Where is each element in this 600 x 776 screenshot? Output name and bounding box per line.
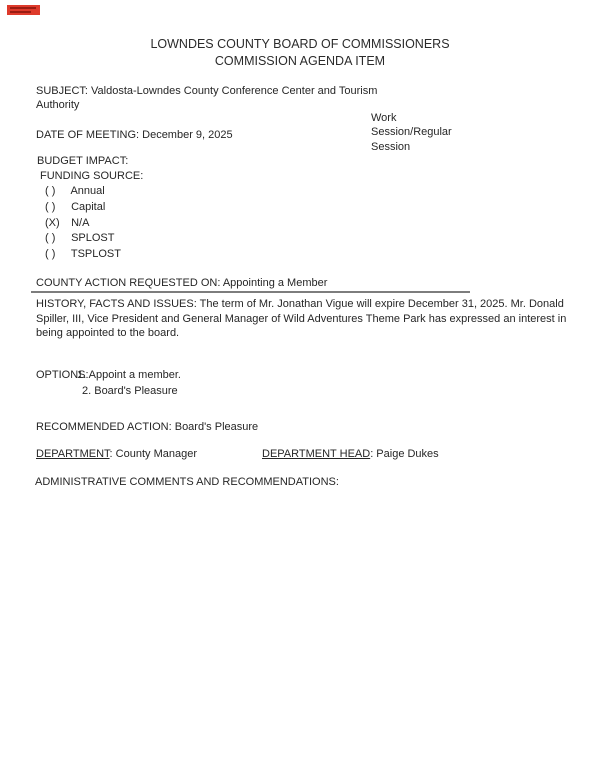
funding-option-label: Annual <box>70 185 105 197</box>
checkbox-mark-checked: (X) <box>45 216 60 229</box>
budget-impact-label: BUDGET IMPACT: <box>37 155 129 167</box>
funding-source-label: FUNDING SOURCE: <box>40 170 144 182</box>
checkbox-mark: ( ) <box>45 248 56 261</box>
funding-option-label: TSPLOST <box>70 248 121 261</box>
funding-option-label: Capital <box>71 200 106 213</box>
option-item-2: 2. Board's Pleasure <box>82 385 178 397</box>
red-stamp-mark <box>10 7 36 9</box>
session-line: Session/Regular <box>371 126 452 139</box>
option-item-1: 1. Appoint a member. <box>77 369 181 381</box>
funding-option-na <box>45 216 245 232</box>
recommended-action-line: RECOMMENDED ACTION: Board's Pleasure <box>36 421 259 433</box>
funding-option-label: SPLOST <box>71 232 115 245</box>
header-title-line1: LOWNDES COUNTY BOARD OF COMMISSIONERS <box>150 37 450 51</box>
date-of-meeting-line: DATE OF MEETING: December 9, 2025 <box>36 129 233 141</box>
checkbox-mark: ( ) <box>45 200 56 213</box>
funding-option-tsplost <box>45 247 245 263</box>
subject-line: SUBJECT: Valdosta-Lowndes County Conference Center and Tourism Authority <box>36 85 378 111</box>
funding-option-capital <box>45 200 245 216</box>
county-action-underline <box>31 291 470 293</box>
department-head-field <box>262 447 439 461</box>
header-title-line2: COMMISSION AGENDA ITEM <box>214 53 386 68</box>
administrative-comments-line: ADMINISTRATIVE COMMENTS AND RECOMMENDATIONS: <box>35 476 339 488</box>
funding-options-list <box>45 184 245 263</box>
funding-option-splost <box>45 231 245 247</box>
session-type <box>371 111 481 154</box>
department-label: DEPARTMENT <box>36 448 110 460</box>
department-field <box>36 448 197 460</box>
options-label: OPTIONS: <box>36 369 89 381</box>
session-line: Session <box>371 140 411 153</box>
red-stamp <box>7 5 40 15</box>
history-facts-paragraph: HISTORY, FACTS AND ISSUES: The term of Mr. Jonathan Vigue will expire December 31, 2025. Mr. Donald Spiller, III, Vice President and General Manager of Wild Adventures Theme Park has expressed an interest in being appointed to the board. <box>36 298 567 340</box>
department-head-label: DEPARTMENT HEAD <box>262 448 371 460</box>
funding-option-annual <box>45 184 245 200</box>
document-header <box>0 36 600 69</box>
county-action-line: COUNTY ACTION REQUESTED ON: Appointing a Member <box>36 277 328 289</box>
department-value: : County Manager <box>109 448 197 460</box>
checkbox-mark: ( ) <box>45 185 56 197</box>
department-head-value: : Paige Dukes <box>370 448 439 460</box>
funding-option-label: N/A <box>71 216 90 229</box>
red-stamp-mark <box>10 11 31 13</box>
department-row <box>36 447 576 461</box>
session-line: Work <box>371 112 397 124</box>
checkbox-mark: ( ) <box>45 232 56 245</box>
